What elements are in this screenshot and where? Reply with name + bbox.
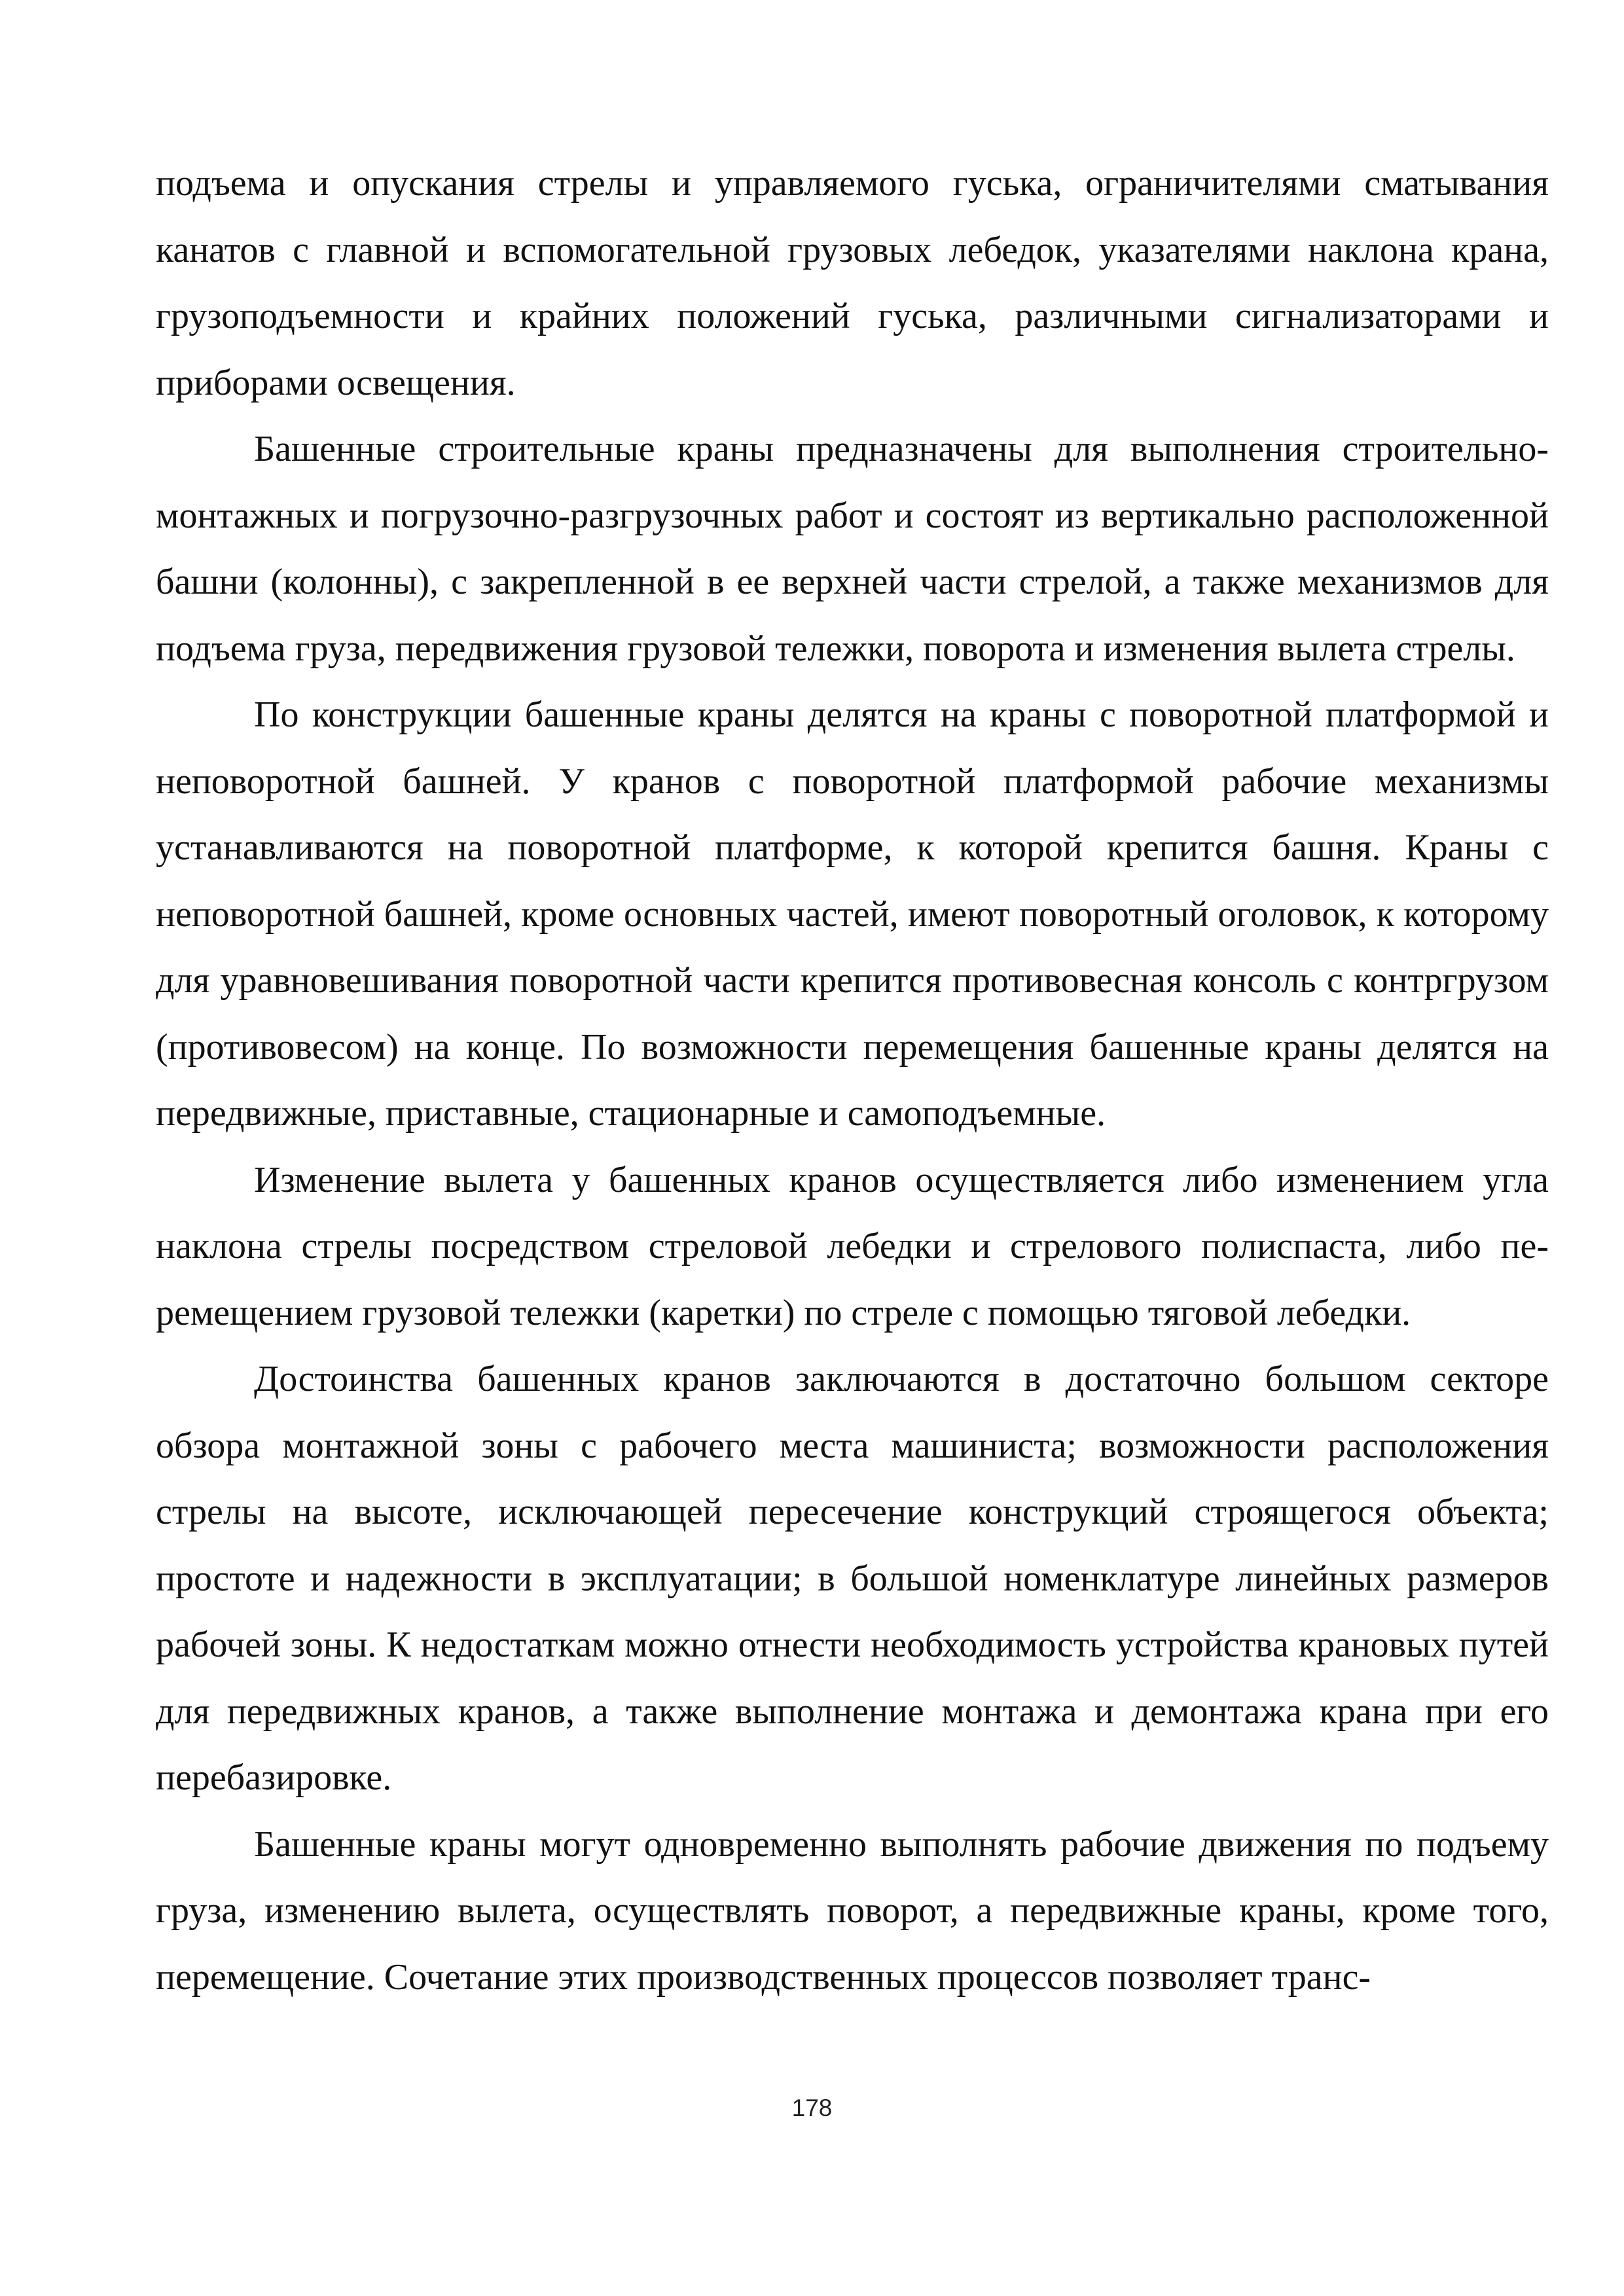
- paragraph-continuation: подъема и опускания стрелы и управляемого гуська, ограничителями сматывания канатов с главной и вспомогательной грузовых лебедок, указателями наклона крана, грузоподъемности и крайних положений гуська, различными сигнализаторами и приборами освещения.: [156, 163, 1549, 403]
- paragraph-advantages: Достоинства башенных кранов заключаются в достаточно большом секторе обзора монтажной зоны с рабочего места машиниста; возможности расположения стрелы на высоте, исключающей пересечение конструкций строящегося объекта; простоте и надежности в эксплуатации; в большой номенклатуре линейных размеров рабочей зоны. К недостаткам можно отнести необходимость устройства крановых путей для передвижных кранов, а также выполнение монтажа и демонтажа крана при его перебазировке.: [156, 1359, 1549, 1798]
- body-text: [156, 151, 1549, 2011]
- page-number: 178: [791, 2094, 833, 2121]
- paragraph-tower-cranes-purpose: Башенные строительные краны предназначены для выполнения строительно-монтажных и погрузочно-разгрузочных работ и состоят из вертикально расположенной башни (колонны), с закрепленной в ее верхней части стрелой, а также механизмов для подъема груза, передвижения грузовой тележки, поворота и изменения вылета стрелы.: [156, 429, 1549, 669]
- paragraph-crane-construction: По конструкции башенные краны делятся на краны с поворотной платформой и неповоротной башней. У кранов с поворотной платформой рабочие механизмы устанавливаются на поворотной платформе, к которой крепится башня. Краны с неповоротной башней, кроме основных частей, имеют поворотный оголовок, к которому для уравновешивания поворотной части крепится противовесная консоль с контргрузом (противовесом) на конце. По возможности перемещения башенные краны делятся на передвижные, приставные, стационарные и самоподъемные.: [156, 694, 1549, 1134]
- paragraph-simultaneous-motions: Башенные краны могут одновременно выполнять рабочие движения по подъему груза, изменению вылета, осуществлять поворот, а передвижные краны, кроме того, перемещение. Сочетание этих производственных процессов позволяет транс-: [156, 1823, 1549, 1998]
- paragraph-reach-change: Изменение вылета у башенных кранов осуществляется либо изменением угла наклона стрелы посредством стреловой лебедки и стрелового полиспаста, либо перемещением грузовой тележки (каретки) по стреле с помощью тяговой лебедки.: [156, 1159, 1549, 1333]
